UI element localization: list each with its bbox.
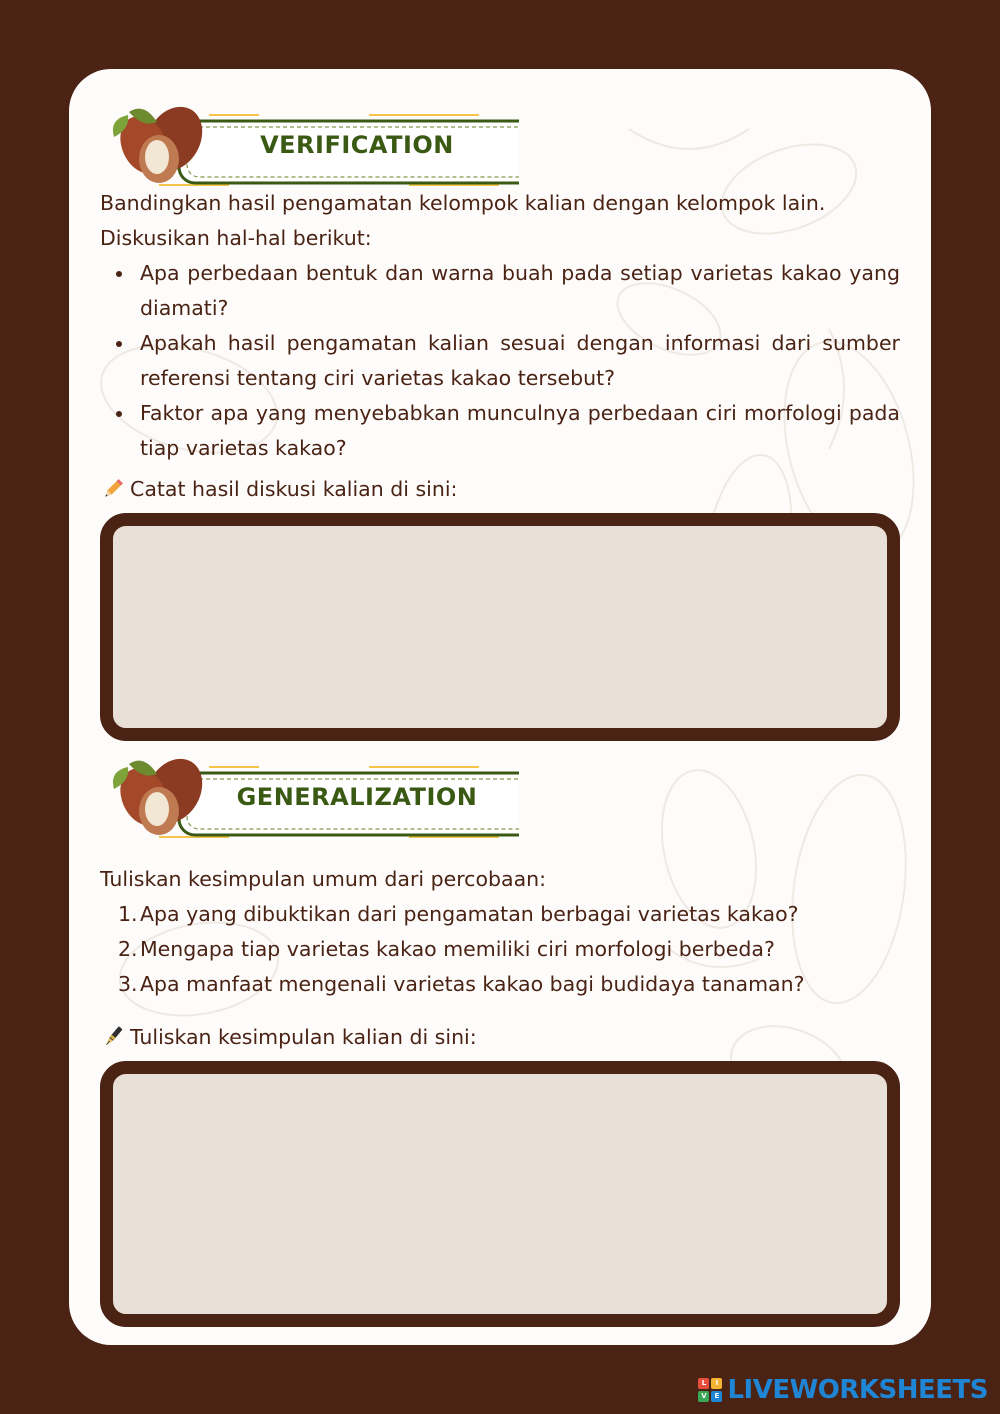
list-item-text: Apa manfaat mengenali varietas kakao bagi budidaya tanaman? <box>140 972 805 996</box>
list-item: Faktor apa yang menyebabkan munculnya perbedaan ciri morfologi pada tiap varietas kakao? <box>100 396 900 466</box>
list-item-number: 1. <box>118 902 138 926</box>
logo-letter: E <box>711 1391 722 1402</box>
logo-letter: V <box>698 1391 709 1402</box>
verification-instructions <box>100 186 900 466</box>
logo-letter: L <box>698 1378 709 1389</box>
worksheet-card <box>69 69 931 1345</box>
brand-name: LIVEWORKSHEETS <box>727 1375 988 1405</box>
list-item <box>100 932 900 967</box>
verification-title: VERIFICATION <box>260 131 454 159</box>
verification-bullet-list <box>100 256 900 466</box>
list-item: Apa perbedaan bentuk dan warna buah pada setiap varietas kakao yang diamati? <box>100 256 900 326</box>
list-item-text: Apa yang dibuktikan dari pengamatan berbagai varietas kakao? <box>140 902 799 926</box>
pen-icon <box>100 1024 126 1050</box>
generalization-title: GENERALIZATION <box>236 783 478 811</box>
liveworksheets-logo-icon <box>698 1378 722 1402</box>
verification-note-text: Catat hasil diskusi kalian di sini: <box>130 477 458 501</box>
generalization-question-list <box>100 897 900 1002</box>
generalization-note-text: Tuliskan kesimpulan kalian di sini: <box>130 1025 477 1049</box>
logo-letter: I <box>711 1378 722 1389</box>
verification-intro-line2: Diskusikan hal-hal berikut: <box>100 226 372 250</box>
generalization-note <box>100 1022 477 1052</box>
list-item-number: 3. <box>118 972 138 996</box>
list-item-text: Mengapa tiap varietas kakao memiliki ciri morfologi berbeda? <box>140 937 775 961</box>
liveworksheets-watermark <box>698 1374 988 1406</box>
verification-header <box>99 97 519 187</box>
generalization-answer-box[interactable] <box>100 1061 900 1327</box>
verification-answer-box[interactable] <box>100 513 900 741</box>
verification-note <box>100 474 457 504</box>
pencil-icon <box>100 476 126 502</box>
list-item <box>100 897 900 932</box>
verification-intro-line1: Bandingkan hasil pengamatan kelompok kalian dengan kelompok lain. <box>100 191 826 215</box>
generalization-instructions <box>100 862 900 1002</box>
generalization-header <box>99 749 519 839</box>
generalization-intro: Tuliskan kesimpulan umum dari percobaan: <box>100 867 547 891</box>
list-item: Apakah hasil pengamatan kalian sesuai dengan informasi dari sumber referensi tentang ciri varietas kakao tersebut? <box>100 326 900 396</box>
list-item-number: 2. <box>118 937 138 961</box>
list-item <box>100 967 900 1002</box>
